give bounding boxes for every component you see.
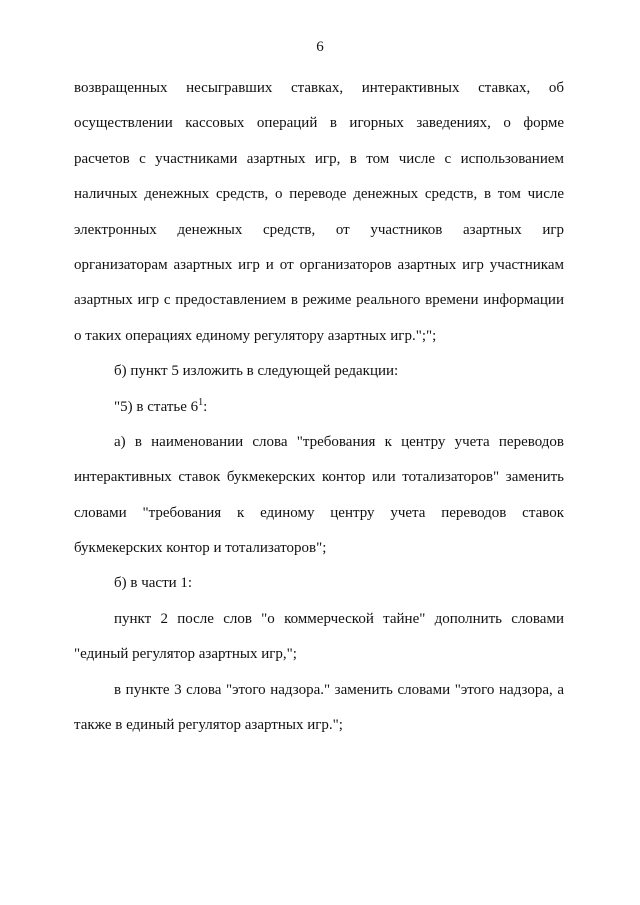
text-line: наличных денежных средств, о переводе денежных средств, в том числе: [74, 186, 564, 203]
text-line: а) в наименовании слова "требования к центру учета переводов: [114, 433, 564, 450]
text-line: интерактивных ставок букмекерских контор или тотализаторов" заменить: [74, 469, 564, 486]
superscript: 1: [198, 396, 204, 408]
text-line: возвращенных несыгравших ставках, интерактивных ставках, об: [74, 80, 564, 96]
text-line: организаторам азартных игр и от организаторов азартных игр участникам: [74, 256, 564, 273]
text-line: электронных денежных средств, от участников азартных игр: [74, 221, 564, 238]
text-fragment: "5) в статье 6: [114, 398, 199, 415]
page-number: 6: [316, 39, 324, 55]
text-line: "единый регулятор азартных игр,";: [74, 646, 297, 663]
text-line: осуществлении кассовых операций в игорных заведениях, о форме: [74, 115, 564, 132]
text-line: словами "требования к единому центру учета переводов ставок: [74, 504, 564, 521]
text-line: о таких операциях единому регулятору азартных игр.";";: [74, 327, 437, 344]
text-line: в пункте 3 слова "этого надзора." заменить словами "этого надзора, а: [114, 681, 564, 698]
document-body: [74, 78, 564, 750]
text-line: также в единый регулятор азартных игр.";: [74, 717, 343, 734]
text-line: пункт 2 после слов "о коммерческой тайне" дополнить словами: [114, 610, 564, 627]
text-line: азартных игр с предоставлением в режиме реального времени информации: [74, 292, 564, 309]
text-line: б) пункт 5 изложить в следующей редакции:: [114, 363, 399, 380]
text-line: букмекерских контор и тотализаторов";: [74, 540, 327, 557]
text-line: б) в части 1:: [114, 575, 193, 592]
text-line: расчетов с участниками азартных игр, в том числе с использованием: [74, 150, 564, 167]
text-line-with-superscript: [74, 397, 564, 432]
text-fragment: :: [203, 398, 208, 415]
